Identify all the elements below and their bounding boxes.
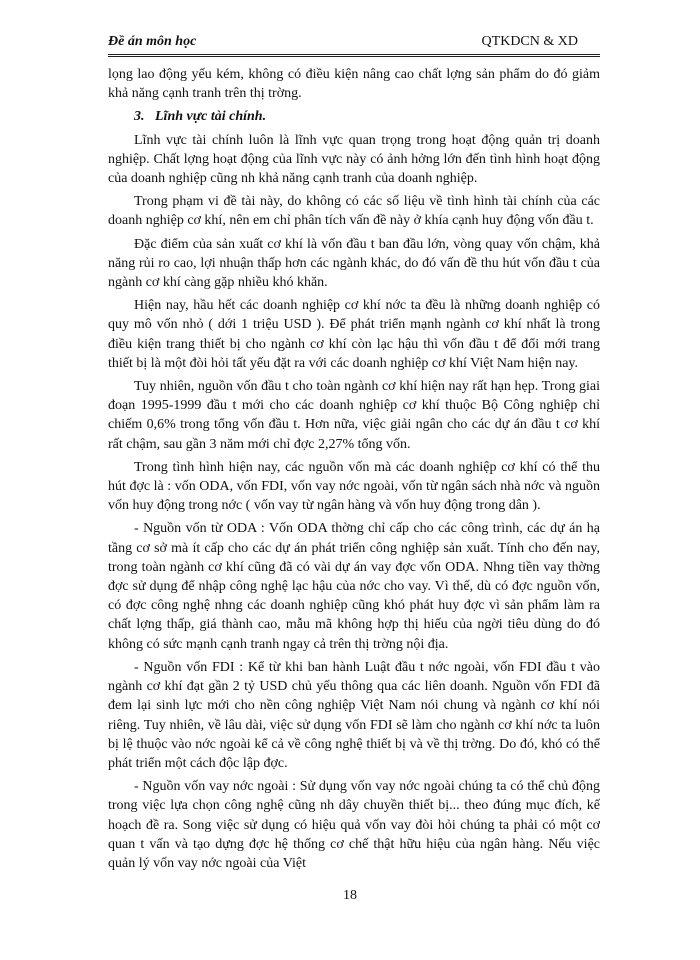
paragraph: Lĩnh vực tài chính luôn là lĩnh vực quan trọng trong hoạt động quản trị doanh nghiệp. Chất lợng hoạt động của lĩnh vực này có ảnh hởng lớn đến tình hình hoạt động của doanh nghiệp cũng nh khả năng cạnh tranh của doanh nghiệp. — [108, 132, 600, 187]
paragraph: Trong tình hình hiện nay, các nguồn vốn mà các doanh nghiệp cơ khí có thể thu hút đợc là : vốn ODA, vốn FDI, vốn vay nớc ngoài, vốn từ ngân sách nhà nớc và nguồn vốn huy động trong nớc ( vốn vay từ ngân hàng và vốn huy động trong dân ). — [108, 459, 600, 514]
paragraph-foreign-loan: - Nguồn vốn vay nớc ngoài : Sử dụng vốn vay nớc ngoài chúng ta có thể chủ động trong việc lựa chọn công nghệ cũng nh dây chuyền thiết bị... theo đúng mục đích, kế hoạch đề ra. Song việc sử dụng có hiệu quả vốn vay đòi hỏi chúng ta phải có một cơ quan t vấn và tạo dựng đợc hệ thống cơ chế thật hữu hiệu của ngân hàng. Nếu việc quản lý vốn vay nớc ngoài của Việt — [108, 779, 600, 871]
paragraph: Trong phạm vi đề tài này, do không có các số liệu về tình hình tài chính của các doanh nghiệp cơ khí, nên em chỉ phân tích vấn đề này ở khía cạnh huy động vốn đầu t. — [108, 194, 600, 229]
section-heading — [108, 107, 600, 126]
paragraph: Tuy nhiên, nguồn vốn đầu t cho toàn ngành cơ khí hiện nay rất hạn hẹp. Trong giai đoạn 1995-1999 đầu t mới cho các doanh nghiệp cơ khí thuộc Bộ Công nghiệp chỉ chiếm 0,6% trong tổng vốn đầu t. Hơn nữa, việc giải ngân cho các dự án đầu t cơ khí rất chậm, sau gần 3 năm mới chỉ đợc 2,27% tổng vốn. — [108, 379, 600, 452]
section-title: Lĩnh vực tài chính. — [155, 109, 267, 125]
paragraph: Hiện nay, hầu hết các doanh nghiệp cơ khí nớc ta đều là những doanh nghiệp có quy mô vốn nhỏ ( dới 1 triệu USD ). Để phát triển mạnh ngành cơ khí nhất là trong điều kiện trang thiết bị cho ngành cơ khí còn lạc hậu thì vốn đầu t để đổi mới trang thiết bị là một đòi hỏi tất yếu đặt ra với các doanh nghiệp cơ khí Việt Nam hiện nay. — [108, 298, 600, 371]
paragraph-continuation: lọng lao động yếu kém, không có điều kiện nâng cao chất lợng sản phẩm do đó giảm khả năng cạnh tranh trên thị trờng. — [108, 67, 600, 102]
page-header — [108, 34, 600, 57]
page-number: 18 — [343, 888, 357, 903]
page-body — [108, 65, 600, 885]
header-department: QTKDCN & XD — [481, 34, 578, 49]
paragraph-fdi: - Nguồn vốn FDI : Kể từ khi ban hành Luật đầu t nớc ngoài, vốn FDI đầu t vào ngành cơ khí đạt gần 2 tỷ USD chủ yếu thông qua các liên doanh. Nguồn vốn FDI đã đem lại sinh lực mới cho nền công nghiệp Việt Nam nói chung và ngành cơ khí nói riêng. Tuy nhiên, về lâu dài, việc sử dụng vốn FDI sẽ làm cho ngành cơ khí nớc ta luôn bị lệ thuộc vào nớc ngoài kể cả về công nghệ thiết bị và về thị trờng. Do đó, khó có thể phát triển một cách độc lập đợc. — [108, 659, 600, 771]
paragraph-oda: - Nguồn vốn từ ODA : Vốn ODA thờng chỉ cấp cho các công trình, các dự án hạ tầng cơ sở mà ít cấp cho các dự án phát triển công nghiệp sản xuất. Tính cho đến nay, trong toàn ngành cơ khí cũng đã có vài dự án vay đợc vốn ODA. Nhng tiền vay thờng đợc sử dụng để nhập công nghệ lạc hậu của nớc cho vay. Vì thế, dù có đợc nguồn vốn, có đợc công nghệ nhng các doanh nghiệp cũng khó phát huy đợc vì sản phẩm làm ra chất lợng thấp, giá thành cao, mẫu mã không hợp thị hiếu của ngời tiêu dùng do đó không có sức mạnh cạnh tranh ngay cả trên thị trờng nội địa. — [108, 521, 600, 652]
header-document-type: Đề án môn học — [108, 34, 197, 49]
paragraph: Đặc điểm của sản xuất cơ khí là vốn đầu t ban đầu lớn, vòng quay vốn chậm, khả năng rủi ro cao, lợi nhuận thấp hơn các ngành khác, do đó vấn đề thu hút vốn đầu t của ngành cơ khí càng gặp nhiều khó khăn. — [108, 236, 600, 291]
section-number: 3. — [134, 109, 145, 125]
